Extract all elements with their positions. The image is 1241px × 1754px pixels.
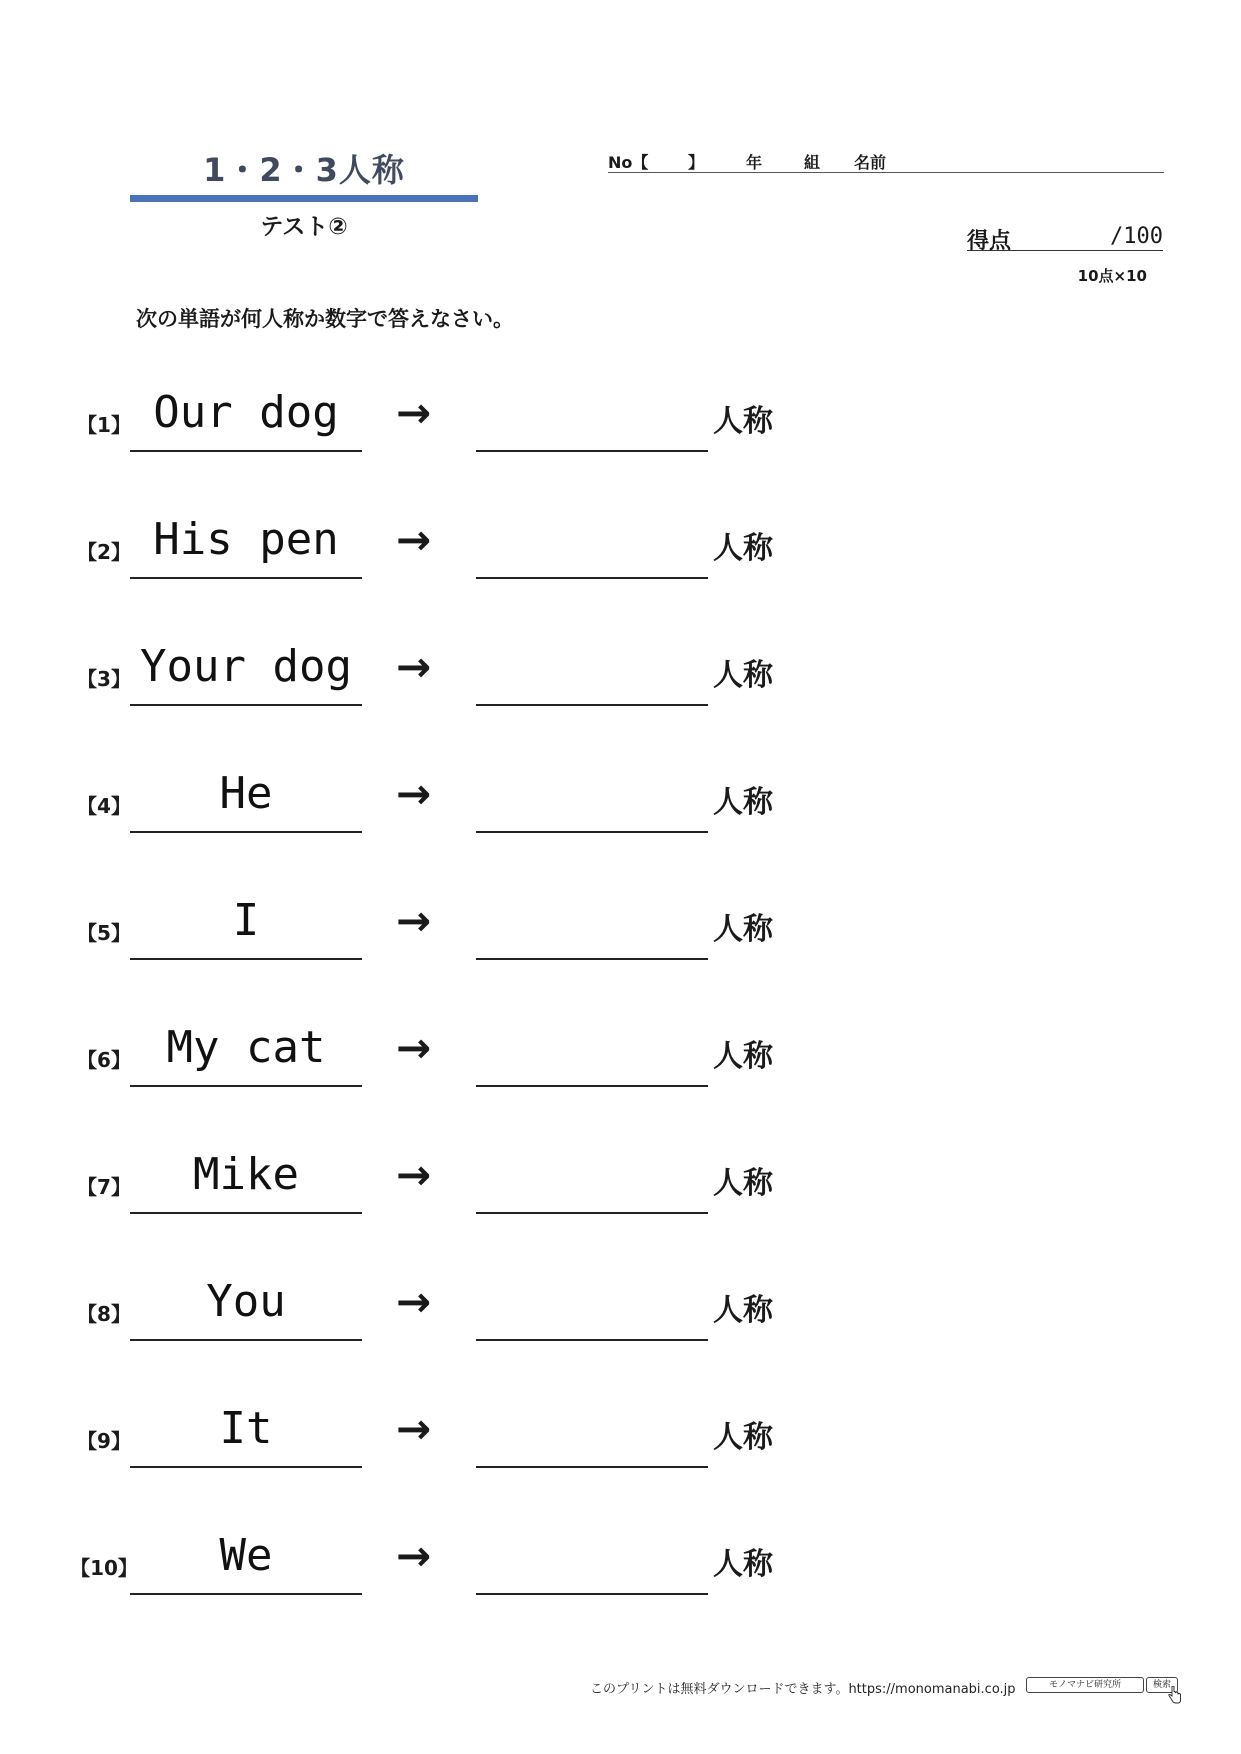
answer-blank[interactable]: [476, 1392, 708, 1468]
answer-blank[interactable]: [476, 1519, 708, 1595]
footer-text: このプリントは無料ダウンロードできます。https://monomanabi.co.jp: [590, 1682, 1016, 1697]
question-row: [0, 884, 1241, 964]
question-number: 【4】: [77, 794, 131, 818]
question-word: You: [130, 1265, 362, 1341]
answer-suffix: 人称: [713, 1293, 773, 1328]
question-number: 【8】: [77, 1302, 131, 1326]
answer-blank[interactable]: [476, 884, 708, 960]
arrow-icon: →: [396, 1531, 432, 1580]
answer-suffix: 人称: [713, 658, 773, 693]
question-word: It: [130, 1392, 362, 1468]
arrow-icon: →: [396, 1150, 432, 1199]
hand-pointer-icon: [1166, 1686, 1182, 1704]
instruction-text: 次の単語が何人称か数字で答えなさい。: [136, 307, 514, 331]
question-number: 【9】: [77, 1429, 131, 1453]
name-label: 名前: [854, 153, 887, 172]
arrow-icon: →: [396, 515, 432, 564]
question-row: [0, 503, 1241, 583]
answer-blank[interactable]: [476, 376, 708, 452]
question-word: Your dog: [130, 630, 362, 706]
answer-blank[interactable]: [476, 757, 708, 833]
question-number: 【3】: [77, 667, 131, 691]
question-number: 【1】: [77, 413, 131, 437]
question-number: 【6】: [77, 1048, 131, 1072]
question-number: 【10】: [70, 1556, 138, 1580]
arrow-icon: →: [396, 388, 432, 437]
question-word: Mike: [130, 1138, 362, 1214]
question-row: [0, 757, 1241, 837]
answer-suffix: 人称: [713, 1420, 773, 1455]
answer-suffix: 人称: [713, 912, 773, 947]
arrow-icon: →: [396, 642, 432, 691]
no-close: 】: [688, 153, 705, 172]
search-input[interactable]: モノマナビ研究所: [1026, 1677, 1144, 1693]
arrow-icon: →: [396, 1404, 432, 1453]
points-note: 10点×10: [1077, 267, 1147, 285]
question-row: [0, 1265, 1241, 1345]
question-row: [0, 1392, 1241, 1472]
question-word: He: [130, 757, 362, 833]
question-word: His pen: [130, 503, 362, 579]
answer-blank[interactable]: [476, 503, 708, 579]
year-label: 年: [746, 153, 763, 172]
question-number: 【7】: [77, 1175, 131, 1199]
answer-blank[interactable]: [476, 1265, 708, 1341]
score-max: /100: [1110, 224, 1163, 249]
page-subtitle: テスト②: [260, 214, 348, 240]
student-info-row: [608, 150, 1164, 173]
question-number: 【2】: [77, 540, 131, 564]
question-number: 【5】: [77, 921, 131, 945]
answer-suffix: 人称: [713, 1039, 773, 1074]
question-word: I: [130, 884, 362, 960]
score-field: [967, 224, 1163, 254]
class-label: 組: [804, 153, 821, 172]
answer-suffix: 人称: [713, 1547, 773, 1582]
answer-suffix: 人称: [713, 531, 773, 566]
no-label: No【: [608, 153, 649, 172]
arrow-icon: →: [396, 896, 432, 945]
question-row: [0, 630, 1241, 710]
arrow-icon: →: [396, 1023, 432, 1072]
question-word: Our dog: [130, 376, 362, 452]
answer-suffix: 人称: [713, 404, 773, 439]
arrow-icon: →: [396, 769, 432, 818]
arrow-icon: →: [396, 1277, 432, 1326]
answer-blank[interactable]: [476, 1011, 708, 1087]
page-title: 1・2・3人称: [130, 145, 478, 202]
score-label: 得点: [967, 229, 1012, 254]
answer-suffix: 人称: [713, 1166, 773, 1201]
answer-suffix: 人称: [713, 785, 773, 820]
question-row: [0, 1138, 1241, 1218]
search-button[interactable]: 検索: [1146, 1677, 1178, 1693]
question-row: [0, 1011, 1241, 1091]
question-word: We: [130, 1519, 362, 1595]
answer-blank[interactable]: [476, 1138, 708, 1214]
question-word: My cat: [130, 1011, 362, 1087]
title-block: [130, 145, 478, 241]
question-row: [0, 1519, 1241, 1599]
answer-blank[interactable]: [476, 630, 708, 706]
question-row: [0, 376, 1241, 456]
